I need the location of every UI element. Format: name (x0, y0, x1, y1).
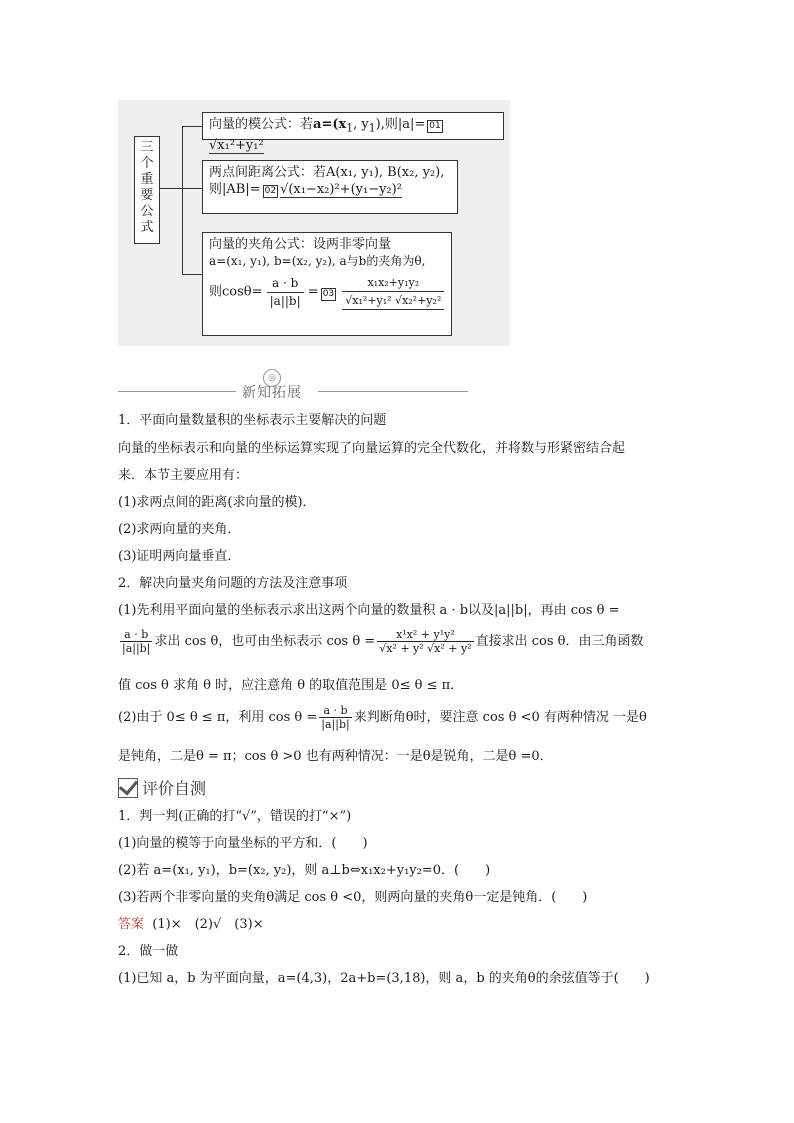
section-title: 新知拓展 (242, 385, 302, 401)
paragraph-line: 值 cos θ 求角 θ 时，应注意角 θ 的取值范围是 0≤ θ ≤ π． (118, 678, 464, 693)
eval-header (118, 776, 206, 800)
divider (318, 391, 468, 392)
question-item: (2)若 a=(x₁, y₁)，b=(x₂, y₂)，则 a⊥b⇔x₁x₂+y₁y₂=0．( ) (118, 863, 491, 878)
connector (160, 188, 182, 189)
box3-line3: 则cosθ= $\frac{a \cdot b}{|a||b|}$ = 03 $\frac{\text{x₁x₂+y₁y₂}}{\text{√x₁²+y₁² √x₂²+y₂²}}$ (209, 274, 445, 310)
blank-tag: 01 (429, 121, 441, 131)
answer-label: 答案 (118, 917, 145, 932)
eval-title: 评价自测 (142, 779, 207, 798)
box2-line1: 两点间距离公式：若A(x₁, y₁), B(x₂, y₂), (209, 165, 445, 180)
paragraph-title: 1．平面向量数量积的坐标表示主要解决的问题 (118, 413, 387, 428)
box1-a: a=(x (313, 117, 347, 132)
paragraph-line: 向量的坐标表示和向量的坐标运算实现了向量运算的完全代数化，并将数与形紧密结合起 (118, 441, 626, 456)
fraction-denominator: |a||b| (321, 718, 350, 731)
box1-sub: 1 (346, 121, 354, 135)
fraction-denominator: √x² + y² √x² + y² (379, 642, 472, 655)
root-char: 要 (140, 188, 154, 203)
connector (182, 274, 202, 275)
box1-end: ),则|a|= (375, 117, 426, 132)
paragraph-line: 来．本节主要应用有： (118, 468, 249, 483)
box3-line2: a=(x₁, y₁), b=(x₂, y₂), a与b的夹角为θ, (209, 254, 426, 268)
list-item: (3)证明两向量垂直． (118, 549, 241, 564)
text-run: 来判断角θ时，要注意 cos θ <0 有两种情况 一是θ (353, 710, 647, 725)
paragraph-title: 2．解决向量夹角问题的方法及注意事项 (118, 576, 348, 591)
inline-fraction (120, 628, 152, 655)
paragraph-line (118, 704, 647, 731)
box1-sub: 1 (368, 121, 376, 135)
fraction-numerator: a · b (319, 704, 351, 718)
fraction-denominator: |a||b| (269, 293, 301, 308)
divider (118, 391, 236, 392)
section-header (118, 373, 558, 406)
root-char: 重 (140, 172, 154, 187)
formula-box-angle (202, 232, 452, 336)
fraction-numerator: a · b (267, 275, 304, 293)
question-item: (1)已知 a，b 为平面向量，a=(4,3)，2a+b=(3,18)，则 a，b 的夹角θ的余弦值等于( ) (118, 971, 650, 986)
root-char: 式 (140, 220, 154, 235)
box1-label: 向量的模公式：若 (209, 117, 314, 132)
question-title: 1．判一判(正确的打“√”，错误的打“×”) (118, 809, 352, 824)
box3-pre: 则cosθ= (209, 284, 263, 300)
blank-tag: 03 (322, 288, 335, 299)
connector (182, 126, 183, 274)
text-run: (2)由于 0≤ θ ≤ π，利用 cos θ = (118, 710, 318, 725)
list-item: (1)求两点间的距离(求向量的模)． (118, 495, 316, 510)
formula-box-magnitude (202, 112, 504, 153)
checkbox-icon (118, 778, 138, 798)
fraction-denominator: √x₁²+y₁² √x₂²+y₂² (342, 292, 444, 310)
connector (182, 188, 202, 189)
formula-mindmap (118, 100, 510, 346)
paragraph-line: (1)先利用平面向量的坐标表示求出这两个向量的数量积 a · b以及|a||b|，再由 cos θ = (118, 603, 620, 618)
box2-answer: √(x₁−x₂)²+(y₁−y₂)² (280, 182, 402, 197)
blank-tag: 02 (264, 186, 277, 196)
list-item: (2)求两向量的夹角． (118, 522, 241, 537)
box3-line1: 向量的夹角公式：设两非零向量 (209, 237, 392, 252)
inline-fraction (377, 628, 473, 655)
question-item: (1)向量的模等于向量坐标的平方和．( ) (118, 836, 368, 851)
box1-mid: , y (353, 117, 369, 132)
connector (182, 126, 202, 127)
inline-fraction (319, 704, 351, 731)
fraction-numerator: a · b (120, 628, 152, 642)
seal-icon: ◎ (263, 369, 281, 387)
box2-line2 (209, 181, 451, 198)
answer-text: (1)× (2)√ (3)× (152, 917, 264, 932)
fraction-denominator: |a||b| (122, 642, 151, 655)
fraction-numerator: x¹x² + y¹y² (377, 628, 473, 642)
paragraph-line: 是钝角，二是θ = π；cos θ >0 也有两种情况：一是θ是锐角，二是θ =0． (118, 749, 553, 764)
fraction-numerator: x₁x₂+y₁y₂ (342, 274, 444, 292)
answer-fraction (342, 274, 444, 310)
root-char: 公 (140, 204, 154, 219)
paragraph-line (118, 628, 644, 655)
box1-answer: √x₁²+y₁² (209, 137, 264, 153)
question-title: 2．做一做 (118, 944, 179, 959)
box2-pre: 则|AB|= (209, 182, 261, 197)
text-run: 求出 cos θ，也可由坐标表示 cos θ = (154, 634, 376, 649)
answer-line (118, 916, 264, 934)
question-item: (3)若两个非零向量的夹角θ满足 cos θ <0，则两向量的夹角θ一定是钝角．( ) (118, 890, 588, 905)
text-run: 直接求出 cos θ．由三角函数 (475, 634, 644, 649)
root-char: 个 (140, 156, 154, 171)
mindmap-root (134, 136, 160, 244)
formula-box-distance (202, 160, 458, 214)
cos-fraction (267, 275, 304, 310)
root-char: 三 (140, 140, 154, 155)
